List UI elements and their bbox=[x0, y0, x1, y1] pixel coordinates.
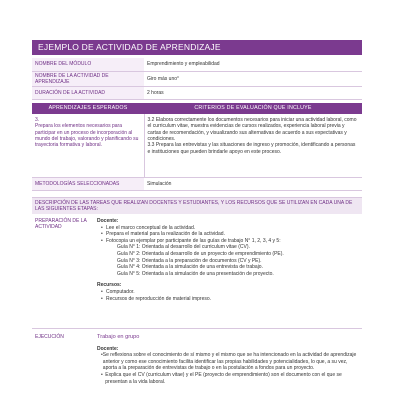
expected-learning-text: 3. Prepara los elementos necesarios para participar en un proceso de incorporación al mundo del trabajo, valorando y planificando su trayectoria formativa y laboral. bbox=[35, 116, 139, 149]
learning-header-row bbox=[32, 103, 362, 114]
list-item: • Lee el marco conceptual de la actividad. bbox=[101, 224, 196, 231]
section-divider bbox=[32, 328, 362, 329]
learning-row bbox=[32, 114, 362, 178]
meta-value: Emprendimiento y empleabilidad bbox=[144, 58, 362, 71]
meta-value: 2 horas bbox=[144, 87, 362, 100]
preparation-section bbox=[32, 218, 362, 302]
execution-label: EJECUCIÓN bbox=[35, 334, 64, 340]
guide-item: Guía N° 2: Orientada al desarrollo de un proyecto de emprendimiento (PE). bbox=[117, 250, 284, 257]
list-item: • Fotocopia un ejemplar por participante de las guías de trabajo N° 1, 2, 3, 4 y 5: bbox=[101, 237, 281, 244]
guide-item: Guía N° 3: Orientada a la preparación de documentos (CV y PE). bbox=[117, 257, 262, 264]
guide-item: Guía N° 5: Orientada a la simulación de una presentación de proyecto. bbox=[117, 270, 274, 277]
methodology-value: Simulación bbox=[144, 178, 362, 191]
list-item: • Explica que el CV (curriculum vitae) y el PE (proyecto de emprendimiento) son el documento con el que se presentan a la vida laboral. bbox=[101, 371, 342, 385]
evaluation-criteria-header: CRITERIOS DE EVALUACIÓN QUE INCLUYE bbox=[144, 103, 362, 114]
criterion-3-3: 3.3 Prepara las entrevistas y las situaciones de ingreso y promoción, identificando a personas e instituciones que pueden brindarle apoyo en este proceso. bbox=[147, 142, 356, 155]
preparation-docente-label: Docente: bbox=[97, 218, 119, 224]
expected-learning-header: APRENDIZAJES ESPERADOS bbox=[32, 103, 144, 114]
activity-table bbox=[32, 58, 362, 191]
meta-row-duration bbox=[32, 87, 362, 100]
preparation-label: PREPARACIÓN DE LA ACTIVIDAD bbox=[35, 218, 87, 231]
meta-label: DURACIÓN DE LA ACTIVIDAD bbox=[32, 87, 144, 100]
methodology-row bbox=[32, 178, 362, 191]
meta-value: Giro más uno° bbox=[144, 71, 362, 87]
meta-label: NOMBRE DE LA ACTIVIDAD DE APRENDIZAJE bbox=[32, 71, 144, 87]
list-item: • Se reflexiona sobre el conocimiento de sí mismo y el mismo que se ha intencionado en la actividad de aprendizaje anterior y como ese conocimiento facilita identificar las propias habilidades y potencialidades, lo que, a su vez, aporta a la preparación de entrevistas de trabajo o en la postulación a fondos para un proyecto. bbox=[101, 352, 357, 372]
meta-row-module bbox=[32, 58, 362, 71]
resource-item: • Computador. bbox=[101, 288, 135, 295]
meta-row-activity-name bbox=[32, 71, 362, 87]
guide-item: Guía N° 1: Orientada al desarrollo del curriculum vitae (CV). bbox=[117, 244, 250, 251]
guide-item: Guía N° 4: Orientada a la simulación de una entrevista de trabajo. bbox=[117, 264, 263, 271]
tasks-description-header: DESCRIPCIÓN DE LAS TAREAS QUE REALIZAN DOCENTES Y ESTUDIANTES, Y LOS RECURSOS QUE SE UTILIZAN EN CADA UNA DE LAS SIGUIENTES ETAPAS: bbox=[32, 197, 362, 214]
resources-label: Recursos: bbox=[97, 282, 122, 289]
list-item: • Prepara el material para la realización de la actividad. bbox=[101, 231, 225, 238]
methodology-label: METODOLOGÍAS SELECCIONADAS bbox=[32, 178, 144, 191]
criterion-3-2: 3.2 Elabora correctamente los documentos necesarios para iniciar una actividad laboral, como el curriculum vitae, muestra evidencias de cursos realizados, experiencia laboral previa y cartas de recomendación, y visualizando sus alternativas de acuerdo a sus expectativas y condiciones. bbox=[147, 116, 357, 143]
execution-section bbox=[32, 334, 362, 385]
resource-item: • Recursos de reproducción de material impreso. bbox=[101, 295, 212, 302]
document-title: EJEMPLO DE ACTIVIDAD DE APRENDIZAJE bbox=[32, 40, 362, 55]
execution-docente-label: Docente: bbox=[97, 345, 119, 352]
execution-subtitle: Trabajo en grupo bbox=[97, 334, 140, 340]
meta-label: NOMBRE DEL MÓDULO bbox=[32, 58, 144, 71]
